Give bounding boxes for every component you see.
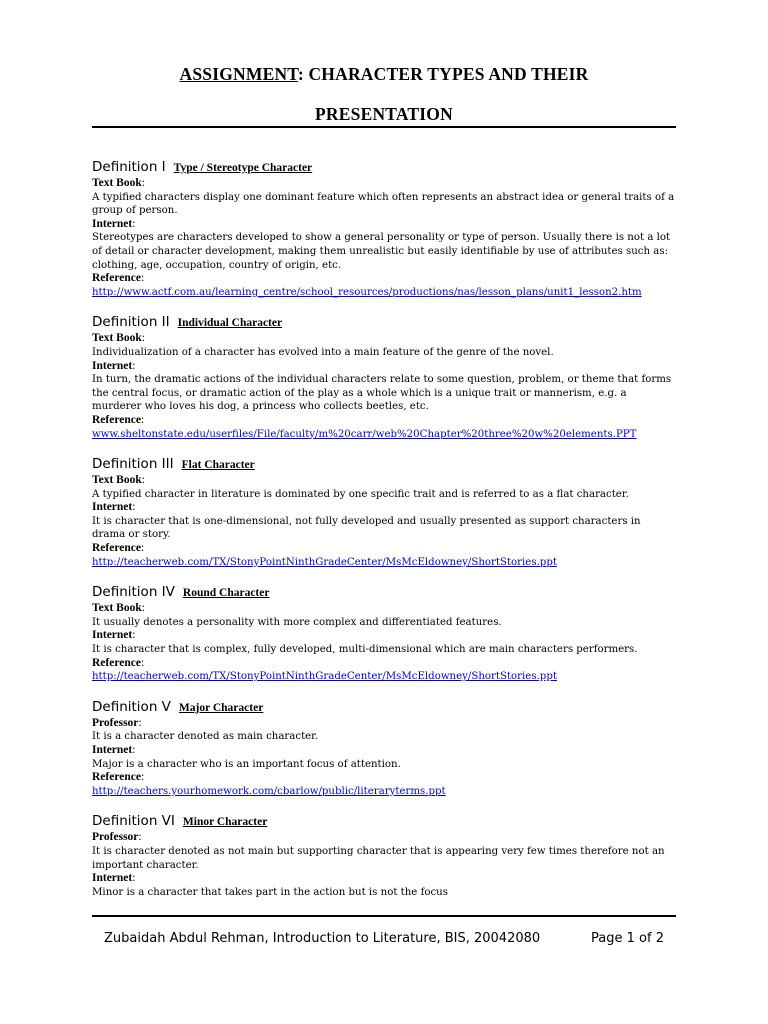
- reference-label: Reference:: [92, 413, 145, 426]
- definition-section: [92, 314, 676, 441]
- internet-text: Minor is a character that takes part in the action but is not the focus: [92, 886, 448, 898]
- internet-label: Internet:: [92, 501, 136, 514]
- source-label: Text Book:: [92, 474, 145, 487]
- internet-text: It is character that is one-dimensional, not fully developed and usually presented as support characters in drama or story.: [92, 515, 641, 541]
- definition-number: Definition III: [92, 456, 174, 473]
- internet-label: Internet:: [92, 744, 136, 756]
- definition-name: Flat Character: [181, 459, 255, 472]
- reference-link[interactable]: http://teachers.yourhomework.com/cbarlow/public/literaryterms.ppt: [92, 785, 446, 797]
- internet-text: In turn, the dramatic actions of the individual characters relate to some question, problem, or theme that forms the central focus, or dramatic action of the play as a whole which is a unique trait or mannerism, e.g. a murderer who loves his dog, a princess who collects beetles, etc.: [92, 374, 672, 413]
- definition-number: Definition IV: [92, 584, 175, 601]
- definition-heading: [92, 699, 676, 717]
- definitions-list: [92, 159, 676, 914]
- bottom-divider: [92, 915, 676, 917]
- reference-label: Reference:: [92, 542, 145, 555]
- definition-name: Major Character: [178, 701, 264, 714]
- reference-link[interactable]: http://teacherweb.com/TX/StonyPointNinthGradeCenter/MsMcEldowney/ShortStories.ppt: [92, 671, 557, 683]
- top-divider: [92, 126, 676, 128]
- title-underlined: ASSIGNMENT: [179, 64, 298, 84]
- definition-section: [92, 159, 676, 299]
- definition-heading: [92, 159, 676, 177]
- source-text: Individualization of a character has evolved into a main feature of the genre of the novel.: [92, 346, 554, 358]
- internet-label: Internet:: [92, 872, 136, 885]
- definition-name: Minor Character: [182, 816, 268, 829]
- definition-number: Definition II: [92, 314, 170, 331]
- reference-link[interactable]: www.sheltonstate.edu/userfiles/File/faculty/m%20carr/web%20Chapter%20three%20w%20elements.PPT: [92, 428, 637, 440]
- definition-heading: [92, 314, 676, 332]
- definition-heading: [92, 584, 676, 602]
- definition-number: Definition I: [92, 159, 166, 175]
- definition-section: [92, 699, 676, 799]
- source-label: Professor:: [92, 831, 142, 844]
- internet-label: Internet:: [92, 217, 136, 230]
- reference-link[interactable]: http://www.actf.com.au/learning_centre/school_resources/productions/nas/lesson_plans/unit1_lesson2.htm: [92, 286, 642, 298]
- reference-link[interactable]: http://teacherweb.com/TX/StonyPointNinthGradeCenter/MsMcEldowney/ShortStories.ppt: [92, 556, 557, 568]
- source-label: Text Book:: [92, 177, 145, 189]
- source-text: It is character denoted as not main but supporting character that is appearing very few times therefore not an important character.: [92, 845, 665, 871]
- definition-name: Type / Stereotype Character: [173, 162, 313, 174]
- internet-text: Stereotypes are characters developed to show a general personality or type of person. Usually there is not a lot of detail or character development, making them unrealistic but easily identifiable by use of attributes such as: clothing, age, occupation, country of origin, etc.: [92, 232, 671, 271]
- internet-label: Internet:: [92, 359, 136, 372]
- source-label: Professor:: [92, 716, 142, 729]
- source-text: A typified characters display one dominant feature which often represents an abstract idea or general traits of a group of person.: [92, 191, 675, 217]
- definition-heading: [92, 813, 676, 831]
- reference-label: Reference:: [92, 272, 145, 285]
- reference-label: Reference:: [92, 656, 145, 669]
- source-text: It is a character denoted as main character.: [92, 731, 319, 743]
- definition-number: Definition VI: [92, 813, 175, 830]
- source-label: Text Book:: [92, 602, 145, 615]
- definition-name: Round Character: [182, 587, 270, 600]
- document-title: [0, 64, 768, 85]
- internet-label: Internet:: [92, 629, 136, 642]
- page-number: Page 1 of 2: [591, 931, 664, 946]
- source-text: A typified character in literature is dominated by one specific trait and is referred to as a flat character.: [92, 488, 629, 500]
- reference-label: Reference:: [92, 771, 145, 784]
- definition-number: Definition V: [92, 698, 171, 715]
- internet-text: It is character that is complex, fully developed, multi-dimensional which are main characters performers.: [92, 644, 638, 656]
- definition-heading: [92, 456, 676, 474]
- source-text: It usually denotes a personality with more complex and differentiated features.: [92, 616, 502, 628]
- document-title-line2: PRESENTATION: [315, 104, 453, 124]
- title-rest: : CHARACTER TYPES AND THEIR: [297, 64, 589, 84]
- definition-section: [92, 813, 676, 899]
- definition-section: [92, 456, 676, 569]
- internet-text: Major is a character who is an important focus of attention.: [92, 758, 401, 770]
- definition-name: Individual Character: [177, 317, 283, 330]
- source-label: Text Book:: [92, 332, 145, 345]
- footer-author: Zubaidah Abdul Rehman, Introduction to Literature, BIS, 20042080: [104, 931, 541, 946]
- definition-section: [92, 584, 676, 684]
